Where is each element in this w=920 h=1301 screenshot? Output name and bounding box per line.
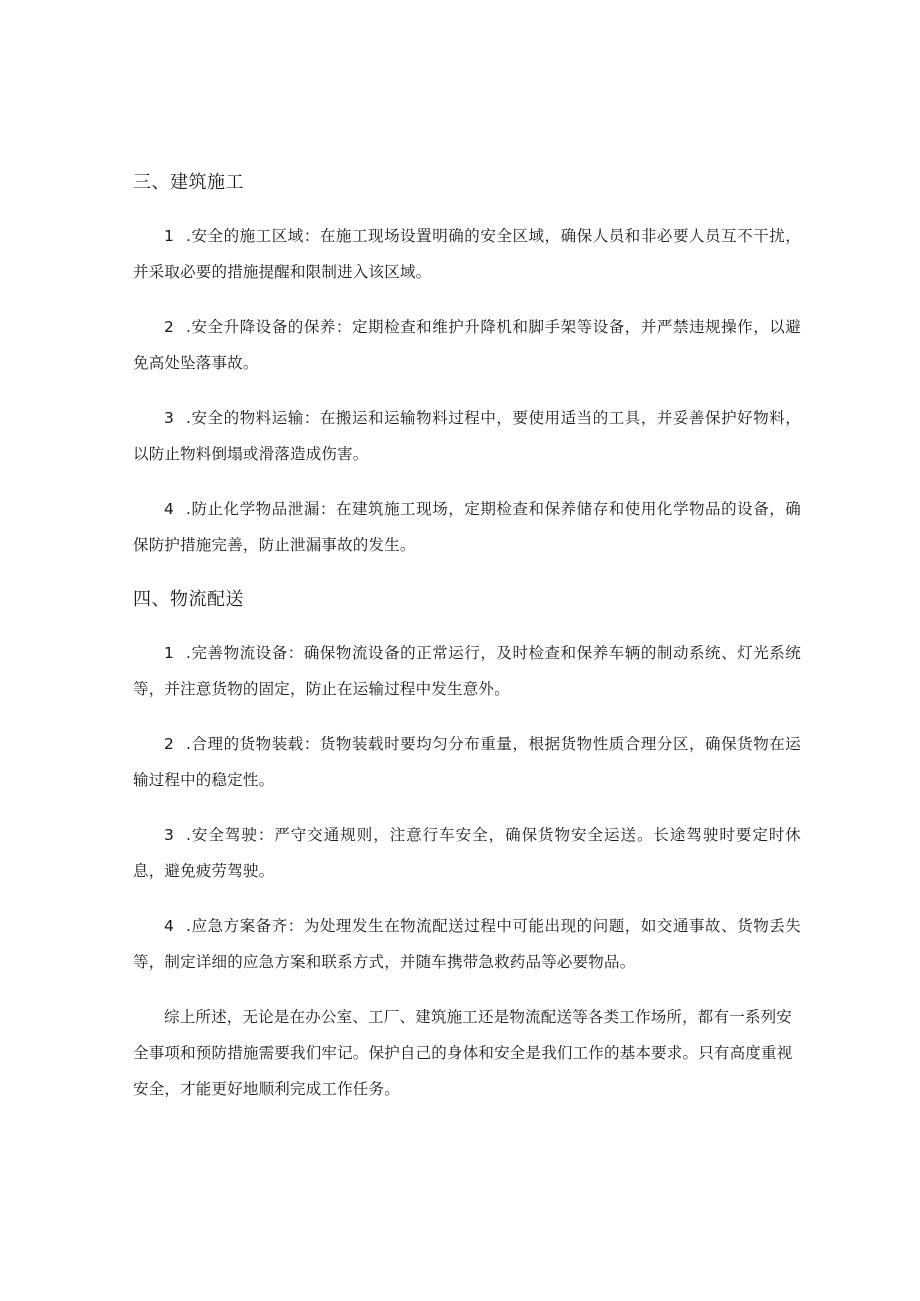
item-number: 2 [164, 318, 175, 336]
list-item [133, 218, 801, 290]
list-item [133, 309, 801, 381]
item-text: .完善物流设备：确保物流设备的正常运行，及时检查和保养车辆的制动系统、灯光系统等，并注意货物的固定，防止在运输过程中发生意外。 [133, 644, 801, 698]
summary-paragraph: 综上所述，无论是在办公室、工厂、建筑施工还是物流配送等各类工作场所，都有一系列安全事项和预防措施需要我们牢记。保护自己的身体和安全是我们工作的基本要求。只有高度重视安全，才能更好地顺利完成工作任务。 [133, 1008, 793, 1098]
item-number: 1 [164, 644, 175, 662]
list-item [133, 635, 801, 707]
section-heading-logistics: 四、物流配送 [133, 589, 244, 610]
item-text: .防止化学物品泄漏：在建筑施工现场，定期检查和保养储存和使用化学物品的设备，确保防护措施完善，防止泄漏事故的发生。 [133, 500, 801, 554]
item-number: 1 [164, 227, 175, 245]
list-item [133, 726, 801, 798]
item-number: 4 [164, 917, 175, 935]
item-text: .安全的物料运输：在搬运和运输物料过程中，要使用适当的工具，并妥善保护好物料，以防止物料倒塌或滑落造成伤害。 [133, 409, 801, 463]
document-body [133, 168, 801, 1107]
list-item [133, 491, 801, 563]
list-item [133, 400, 801, 472]
item-number: 3 [164, 826, 175, 844]
item-text: .安全驾驶：严守交通规则，注意行车安全，确保货物安全运送。长途驾驶时要定时休息，避免疲劳驾驶。 [133, 826, 801, 880]
list-item [133, 817, 801, 889]
section-heading-construction: 三、建筑施工 [133, 172, 244, 193]
item-number: 4 [164, 500, 175, 518]
item-text: .安全的施工区域：在施工现场设置明确的安全区域，确保人员和非必要人员互不干扰，并采取必要的措施提醒和限制进入该区域。 [133, 227, 801, 281]
list-item [133, 908, 801, 980]
item-text: .应急方案备齐：为处理发生在物流配送过程中可能出现的问题，如交通事故、货物丢失等，制定详细的应急方案和联系方式，并随车携带急救药品等必要物品。 [133, 917, 801, 971]
item-number: 2 [164, 735, 175, 753]
item-text: .合理的货物装载：货物装载时要均匀分布重量，根据货物性质合理分区，确保货物在运输过程中的稳定性。 [133, 735, 801, 789]
item-number: 3 [164, 409, 175, 427]
item-text: .安全升降设备的保养：定期检查和维护升降机和脚手架等设备，并严禁违规操作，以避免高处坠落事故。 [133, 318, 801, 372]
